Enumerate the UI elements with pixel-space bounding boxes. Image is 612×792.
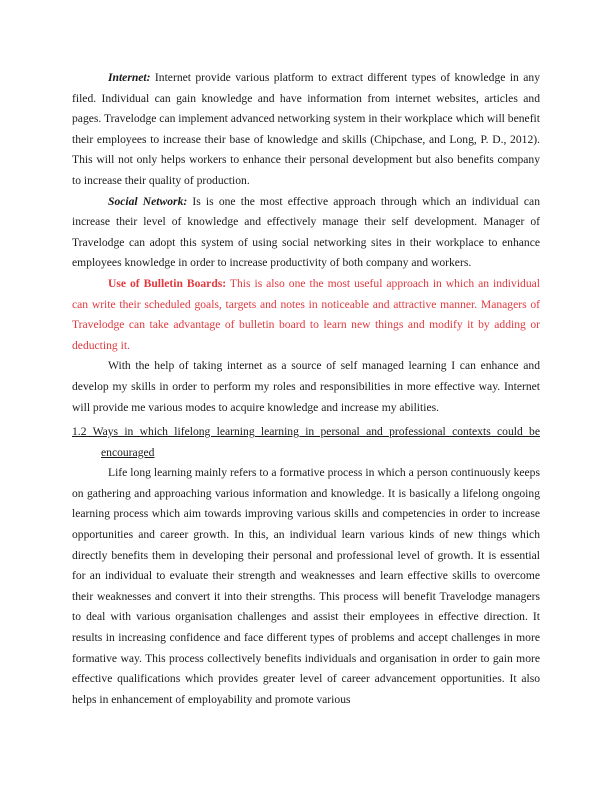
paragraph-lifelong-learning: Life long learning mainly refers to a formative process in which a person continuously keeps on gathering and approaching various information and knowledge. It is basically a lifelong ongoing learning process which aim towards improving various skills and competencies in order to increase opportunities and career growth. In this, an individual learn various kinds of new things which directly benefits them in developing their personal and professional level of growth. It is essential for an individual to evaluate their strength and weaknesses and learn effective skills to overcome their weaknesses and convert it into their strengths. This process will benefit Travelodge managers to deal with various organisation challenges and assist their employees in effective direction. It results in increasing confidence and face different types of problems and accept challenges in more formative way. This process collectively benefits individuals and organisation in order to gain more effective qualifications which provides greater level of career advancement opportunities. It also helps in enhancement of employability and promote various (72, 466, 540, 706)
social-network-lead: Social Network: (108, 194, 188, 208)
paragraph-internet (72, 68, 540, 192)
internet-lead: Internet: (108, 71, 151, 84)
internet-text: Internet provide various platform to extract different types of knowledge in any filed. Individual can gain knowledge and have information from internet websites, articles and pages. Travelodge can implement advanced networking system in their workplace which will benefit their employees to increase their base of knowledge and skills (Chipchase, and Long, P. D., 2012). This will not only helps workers to enhance their personal development but also benefits company to increase their quality of production. (72, 71, 540, 187)
paragraph-social-network (72, 192, 540, 274)
section-heading-1-2: 1.2 Ways in which lifelong learning learning in personal and professional contexts could be encouraged (72, 425, 540, 459)
bulletin-boards-text: This is also one the most useful approach in which an individual can write their scheduled goals, targets and notes in noticeable and attractive manner. Managers of Travelodge can take advantage of bulletin board to learn new things and modify it by adding or deducting it. (72, 276, 541, 352)
social-network-text: Is is one the most effective approach through which an individual can increase their level of knowledge and effectively manage their self development. Manager of Travelodge can adopt this system of using social networking sites in their workplace to enhance employees knowledge in order to increase productivity of both company and workers. (72, 194, 540, 270)
bulletin-boards-lead: Use of Bulletin Boards: (108, 276, 227, 290)
paragraph-bulletin-boards (72, 274, 540, 356)
document-body (72, 68, 540, 710)
paragraph-self-managed-learning: With the help of taking internet as a source of self managed learning I can enhance and develop my skills in order to perform my roles and responsibilities in more effective way. Internet will provide me various modes to acquire knowledge and increase my abilities. (72, 359, 540, 414)
